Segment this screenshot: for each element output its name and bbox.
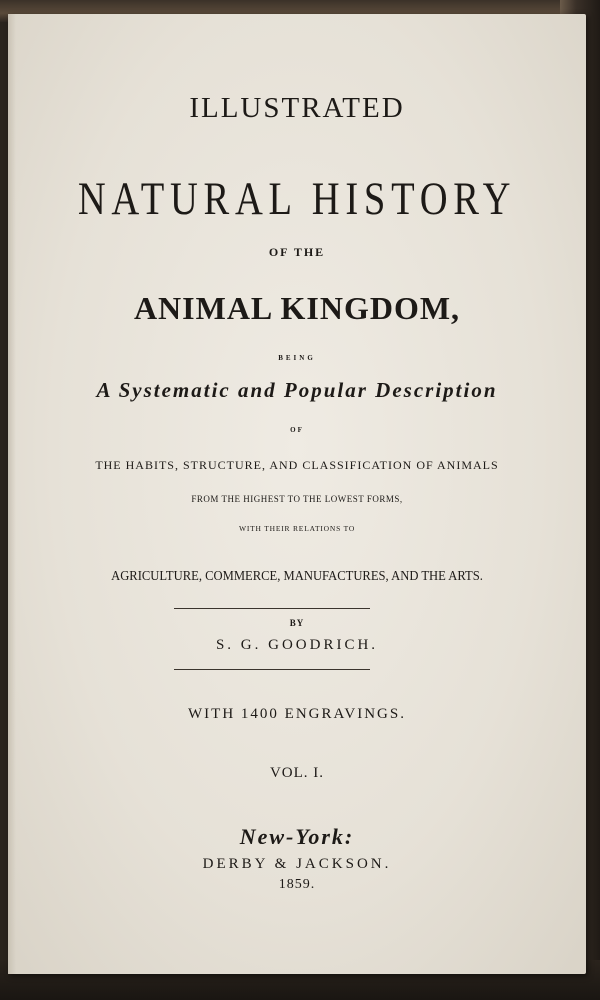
subtitle-being: BEING <box>278 354 316 362</box>
subtitle-of: OF <box>290 426 304 434</box>
engravings-note: WITH 1400 ENGRAVINGS. <box>188 706 406 722</box>
imprint-year: 1859. <box>278 877 316 892</box>
title-of-the: OF THE <box>268 245 326 259</box>
author-name: S. G. GOODRICH. <box>215 637 379 653</box>
title-illustrated: ILLUSTRATED <box>189 92 405 124</box>
subtitle-description: A Systematic and Popular Description <box>96 378 498 402</box>
subtitle-forms: FROM THE HIGHEST TO THE LOWEST FORMS, <box>191 494 403 504</box>
subtitle-habits: THE HABITS, STRUCTURE, AND CLASSIFICATION OF ANIMALS <box>95 458 499 472</box>
rule-above-author <box>174 608 370 609</box>
title-page <box>8 14 586 974</box>
volume-number: VOL. I. <box>269 765 325 781</box>
title-animal-kingdom: ANIMAL KINGDOM, <box>133 290 461 326</box>
by-label: BY <box>289 618 305 628</box>
imprint-publisher: DERBY & JACKSON. <box>202 856 392 872</box>
rule-below-author <box>174 669 370 670</box>
imprint-place: New-York: <box>239 824 355 849</box>
subtitle-relations: WITH THEIR RELATIONS TO <box>238 524 356 533</box>
subtitle-agriculture: AGRICULTURE, COMMERCE, MANUFACTURES, AND THE ARTS. <box>111 569 483 584</box>
title-natural-history: NATURAL HISTORY <box>77 173 517 225</box>
